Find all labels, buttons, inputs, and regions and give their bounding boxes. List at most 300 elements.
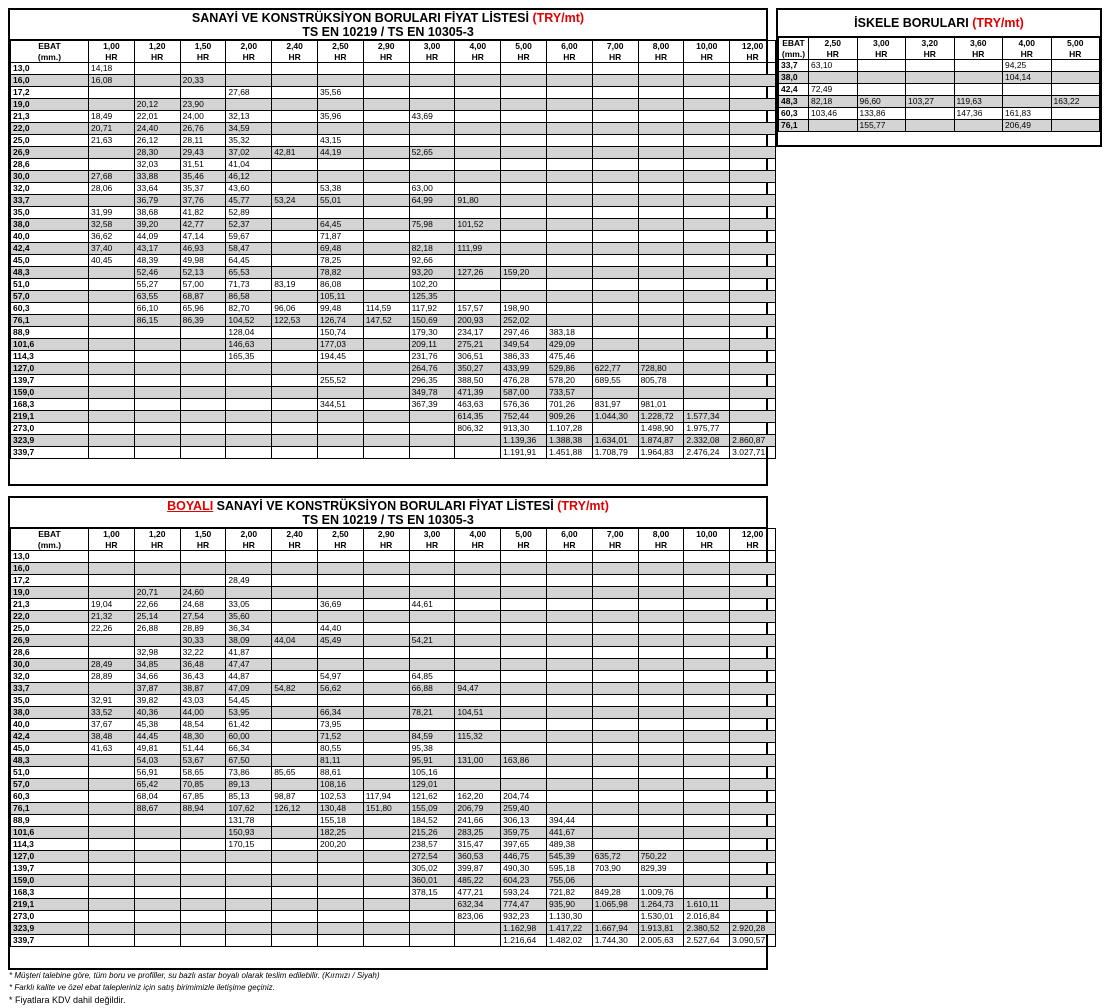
- price-cell: 360,01: [409, 875, 455, 887]
- price-cell: [638, 327, 684, 339]
- price-cell: [592, 291, 638, 303]
- price-cell: 238,57: [409, 839, 455, 851]
- price-cell: [730, 815, 776, 827]
- price-cell: [455, 635, 501, 647]
- price-cell: [272, 731, 318, 743]
- table-row: [11, 635, 776, 647]
- price-cell: [134, 839, 180, 851]
- ebat-cell: 30,0: [11, 171, 89, 183]
- hr-label: HR: [288, 539, 301, 550]
- price-cell: 104,51: [455, 707, 501, 719]
- price-cell: [638, 135, 684, 147]
- price-cell: [226, 923, 272, 935]
- price-cell: 38,48: [89, 731, 135, 743]
- price-cell: [501, 243, 547, 255]
- price-cell: [134, 935, 180, 947]
- thickness-header: [363, 529, 409, 551]
- price-cell: [317, 159, 363, 171]
- price-cell: 117,92: [409, 303, 455, 315]
- price-cell: 33,52: [89, 707, 135, 719]
- thickness-value: 8,00: [652, 41, 670, 51]
- price-cell: [363, 219, 409, 231]
- table-row: [11, 363, 776, 375]
- price-cell: 71,52: [317, 731, 363, 743]
- price-cell: [363, 99, 409, 111]
- price-cell: 44,45: [134, 731, 180, 743]
- price-cell: [546, 243, 592, 255]
- price-cell: [317, 171, 363, 183]
- price-cell: [363, 411, 409, 423]
- price-cell: [317, 863, 363, 875]
- ebat-cell: 30,0: [11, 659, 89, 671]
- price-cell: [180, 815, 226, 827]
- price-cell: [501, 291, 547, 303]
- price-cell: [638, 719, 684, 731]
- price-cell: [89, 827, 135, 839]
- price-cell: [226, 387, 272, 399]
- price-cell: [730, 635, 776, 647]
- price-cell: [226, 911, 272, 923]
- ebat-cell: 38,0: [11, 707, 89, 719]
- price-cell: 37,67: [89, 719, 135, 731]
- price-cell: 96,60: [857, 96, 906, 108]
- price-cell: [226, 363, 272, 375]
- price-cell: 127,26: [455, 267, 501, 279]
- header-row: [11, 41, 776, 63]
- price-cell: [363, 87, 409, 99]
- price-cell: [89, 279, 135, 291]
- ebat-cell: 17,2: [11, 575, 89, 587]
- price-cell: 78,21: [409, 707, 455, 719]
- price-cell: [409, 647, 455, 659]
- price-cell: [134, 899, 180, 911]
- price-cell: 52,65: [409, 147, 455, 159]
- price-cell: [592, 659, 638, 671]
- table-row: [11, 707, 776, 719]
- price-cell: [134, 827, 180, 839]
- price-cell: 2.332,08: [684, 435, 730, 447]
- ebat-cell: 13,0: [11, 551, 89, 563]
- ebat-cell: 273,0: [11, 423, 89, 435]
- price-cell: [272, 611, 318, 623]
- price-cell: 78,25: [317, 255, 363, 267]
- price-cell: 36,43: [180, 671, 226, 683]
- hr-label: HR: [334, 51, 347, 62]
- thickness-header: [134, 41, 180, 63]
- price-cell: [501, 63, 547, 75]
- hr-label: HR: [471, 539, 484, 550]
- price-cell: [134, 447, 180, 459]
- table-row: [11, 255, 776, 267]
- price-cell: [546, 707, 592, 719]
- price-cell: [730, 659, 776, 671]
- price-cell: [684, 647, 730, 659]
- price-cell: [455, 719, 501, 731]
- price-cell: [317, 611, 363, 623]
- price-cell: [546, 291, 592, 303]
- price-cell: 45,38: [134, 719, 180, 731]
- thickness-header: [455, 529, 501, 551]
- price-cell: 476,28: [501, 375, 547, 387]
- table-row: [11, 827, 776, 839]
- hr-label: HR: [380, 51, 393, 62]
- price-cell: 935,90: [546, 899, 592, 911]
- price-cell: 397,65: [501, 839, 547, 851]
- title-unit: (TRY/mt): [532, 11, 585, 25]
- price-cell: 104,14: [1003, 72, 1052, 84]
- price-cell: 33,05: [226, 599, 272, 611]
- price-cell: [906, 60, 955, 72]
- price-cell: 85,13: [226, 791, 272, 803]
- title-painted: BOYALI: [167, 499, 214, 513]
- thickness-value: 12,00: [741, 41, 764, 51]
- price-cell: [134, 875, 180, 887]
- price-cell: 1.191,91: [501, 447, 547, 459]
- price-cell: [730, 351, 776, 363]
- price-cell: 35,96: [317, 111, 363, 123]
- table-row: [11, 899, 776, 911]
- price-cell: 349,54: [501, 339, 547, 351]
- price-cell: [730, 887, 776, 899]
- price-cell: [272, 599, 318, 611]
- price-cell: [89, 791, 135, 803]
- price-cell: [409, 575, 455, 587]
- price-cell: [501, 587, 547, 599]
- price-cell: [501, 171, 547, 183]
- price-cell: 25,14: [134, 611, 180, 623]
- price-cell: [638, 875, 684, 887]
- price-cell: [272, 435, 318, 447]
- price-cell: [857, 84, 906, 96]
- price-cell: 21,63: [89, 135, 135, 147]
- price-cell: 88,67: [134, 803, 180, 815]
- price-cell: [638, 827, 684, 839]
- price-cell: 65,53: [226, 267, 272, 279]
- price-cell: 275,21: [455, 339, 501, 351]
- price-list-table-painted: [8, 496, 768, 970]
- price-cell: 44,00: [180, 707, 226, 719]
- ebat-cell: 76,1: [11, 315, 89, 327]
- price-cell: [592, 99, 638, 111]
- title-standard: TS EN 10219 / TS EN 10305-3: [302, 25, 474, 39]
- thickness-header: [409, 41, 455, 63]
- price-cell: [592, 303, 638, 315]
- price-cell: [730, 827, 776, 839]
- price-cell: [89, 267, 135, 279]
- price-cell: [134, 87, 180, 99]
- ebat-cell: 114,3: [11, 351, 89, 363]
- price-cell: [89, 911, 135, 923]
- price-cell: [1051, 120, 1100, 132]
- price-cell: 475,46: [546, 351, 592, 363]
- price-cell: [455, 611, 501, 623]
- price-cell: [226, 423, 272, 435]
- price-cell: 35,37: [180, 183, 226, 195]
- table-row: [11, 159, 776, 171]
- price-cell: [89, 303, 135, 315]
- price-cell: [363, 839, 409, 851]
- price-cell: 85,65: [272, 767, 318, 779]
- hr-label: HR: [923, 48, 936, 59]
- ebat-cell: 159,0: [11, 875, 89, 887]
- title-standard: TS EN 10219 / TS EN 10305-3: [302, 513, 474, 527]
- thickness-header: [501, 529, 547, 551]
- price-cell: [546, 87, 592, 99]
- footnote: * Farklı kalite ve özel ebat talepleriniz için satış birimimizle iletişime geçiniz.: [9, 983, 275, 992]
- price-cell: 1.065,98: [592, 899, 638, 911]
- price-cell: [501, 551, 547, 563]
- price-cell: 55,01: [317, 195, 363, 207]
- price-cell: 31,99: [89, 207, 135, 219]
- price-cell: [89, 551, 135, 563]
- price-cell: [730, 363, 776, 375]
- price-cell: [592, 635, 638, 647]
- price-cell: 41,04: [226, 159, 272, 171]
- title-main: İSKELE BORULARI: [854, 16, 969, 30]
- price-cell: [363, 243, 409, 255]
- price-cell: [89, 411, 135, 423]
- table-row: [11, 839, 776, 851]
- price-cell: [638, 87, 684, 99]
- title-unit: (TRY/mt): [557, 499, 609, 513]
- price-cell: 58,65: [180, 767, 226, 779]
- price-cell: 30,33: [180, 635, 226, 647]
- price-cell: [501, 123, 547, 135]
- price-cell: [592, 755, 638, 767]
- price-cell: [363, 563, 409, 575]
- price-cell: [272, 183, 318, 195]
- price-cell: [409, 551, 455, 563]
- price-cell: [272, 743, 318, 755]
- price-cell: [272, 899, 318, 911]
- price-cell: [180, 563, 226, 575]
- price-cell: [317, 363, 363, 375]
- price-cell: [684, 827, 730, 839]
- price-cell: [730, 315, 776, 327]
- price-cell: [638, 231, 684, 243]
- ebat-cell: 32,0: [11, 183, 89, 195]
- ebat-cell: 16,0: [11, 563, 89, 575]
- price-cell: [1003, 96, 1052, 108]
- price-cell: 56,91: [134, 767, 180, 779]
- ebat-cell: 25,0: [11, 623, 89, 635]
- price-cell: 433,99: [501, 363, 547, 375]
- price-cell: 52,13: [180, 267, 226, 279]
- price-cell: 57,00: [180, 279, 226, 291]
- price-cell: [272, 623, 318, 635]
- price-cell: [89, 935, 135, 947]
- price-cell: [89, 803, 135, 815]
- price-cell: 24,00: [180, 111, 226, 123]
- price-cell: [592, 695, 638, 707]
- price-grid: [778, 37, 1100, 132]
- price-cell: [134, 363, 180, 375]
- table-row: [11, 887, 776, 899]
- table-row: [11, 327, 776, 339]
- price-cell: 73,95: [317, 719, 363, 731]
- price-cell: [730, 743, 776, 755]
- thickness-header: [546, 41, 592, 63]
- price-cell: [89, 899, 135, 911]
- ebat-cell: 60,3: [11, 791, 89, 803]
- price-cell: 102,53: [317, 791, 363, 803]
- price-cell: [317, 75, 363, 87]
- price-cell: [272, 291, 318, 303]
- thickness-header: [730, 529, 776, 551]
- table-row: [11, 243, 776, 255]
- price-cell: 1.107,28: [546, 423, 592, 435]
- price-cell: [317, 695, 363, 707]
- price-cell: [730, 291, 776, 303]
- price-cell: 593,24: [501, 887, 547, 899]
- price-cell: [546, 731, 592, 743]
- price-cell: 45,77: [226, 195, 272, 207]
- price-cell: [363, 767, 409, 779]
- ebat-cell: 48,3: [779, 96, 809, 108]
- price-cell: [638, 123, 684, 135]
- price-cell: 28,11: [180, 135, 226, 147]
- table-row: [11, 423, 776, 435]
- price-cell: [546, 171, 592, 183]
- table-row: [11, 659, 776, 671]
- price-cell: [317, 99, 363, 111]
- thickness-header: [1051, 38, 1100, 60]
- price-cell: [684, 815, 730, 827]
- price-cell: [592, 575, 638, 587]
- price-cell: [409, 611, 455, 623]
- price-cell: [409, 423, 455, 435]
- price-cell: [684, 695, 730, 707]
- price-cell: [363, 659, 409, 671]
- price-cell: [134, 563, 180, 575]
- price-cell: 43,69: [409, 111, 455, 123]
- ebat-cell: 88,9: [11, 327, 89, 339]
- price-cell: [363, 135, 409, 147]
- price-cell: [272, 911, 318, 923]
- price-cell: [592, 779, 638, 791]
- price-cell: [684, 75, 730, 87]
- price-cell: [684, 659, 730, 671]
- price-cell: 44,61: [409, 599, 455, 611]
- price-cell: [684, 863, 730, 875]
- price-cell: 131,00: [455, 755, 501, 767]
- ebat-cell: 339,7: [11, 447, 89, 459]
- price-cell: 806,32: [455, 423, 501, 435]
- ebat-cell: 13,0: [11, 63, 89, 75]
- price-cell: [592, 423, 638, 435]
- table-row: [11, 575, 776, 587]
- thickness-header: [684, 529, 730, 551]
- price-cell: [1051, 72, 1100, 84]
- price-cell: [1003, 84, 1052, 96]
- price-cell: 18,49: [89, 111, 135, 123]
- ebat-cell: 45,0: [11, 255, 89, 267]
- table-row: [11, 935, 776, 947]
- table-row: [11, 875, 776, 887]
- price-cell: [592, 599, 638, 611]
- price-cell: 909,26: [546, 411, 592, 423]
- price-cell: [501, 87, 547, 99]
- price-cell: [1051, 84, 1100, 96]
- ebat-cell: 25,0: [11, 135, 89, 147]
- price-cell: [592, 647, 638, 659]
- table-row: [11, 375, 776, 387]
- thickness-header: [592, 529, 638, 551]
- price-cell: [272, 659, 318, 671]
- price-cell: 306,51: [455, 351, 501, 363]
- price-cell: 44,87: [226, 671, 272, 683]
- table-title: [778, 10, 1100, 37]
- table-row: [11, 63, 776, 75]
- price-cell: 429,09: [546, 339, 592, 351]
- price-cell: 463,63: [455, 399, 501, 411]
- price-cell: [546, 791, 592, 803]
- table-row: [11, 147, 776, 159]
- ebat-cell: 127,0: [11, 851, 89, 863]
- price-cell: 32,03: [134, 159, 180, 171]
- price-cell: [684, 303, 730, 315]
- price-cell: [730, 99, 776, 111]
- price-cell: [89, 447, 135, 459]
- price-cell: 2.476,24: [684, 447, 730, 459]
- price-cell: [363, 623, 409, 635]
- thickness-value: 5,00: [515, 41, 532, 51]
- price-cell: [89, 887, 135, 899]
- price-cell: [730, 683, 776, 695]
- price-cell: 38,09: [226, 635, 272, 647]
- price-cell: 125,35: [409, 291, 455, 303]
- price-cell: [592, 219, 638, 231]
- thickness-value: 3,20: [921, 38, 939, 48]
- hr-label: HR: [288, 51, 301, 62]
- price-cell: [226, 935, 272, 947]
- table-row: [11, 447, 776, 459]
- price-cell: [363, 935, 409, 947]
- ebat-cell: 159,0: [11, 387, 89, 399]
- price-cell: 28,89: [180, 623, 226, 635]
- price-cell: [363, 75, 409, 87]
- price-cell: [272, 887, 318, 899]
- ebat-cell: 139,7: [11, 863, 89, 875]
- price-cell: 42,77: [180, 219, 226, 231]
- price-cell: [638, 147, 684, 159]
- price-cell: [180, 899, 226, 911]
- table-row: [11, 219, 776, 231]
- price-cell: 360,53: [455, 851, 501, 863]
- price-cell: [409, 447, 455, 459]
- price-cell: [684, 123, 730, 135]
- price-cell: [226, 99, 272, 111]
- price-cell: 21,32: [89, 611, 135, 623]
- price-cell: [180, 935, 226, 947]
- price-cell: 28,30: [134, 147, 180, 159]
- price-cell: 24,68: [180, 599, 226, 611]
- ebat-header: [11, 529, 89, 551]
- price-cell: 63,00: [409, 183, 455, 195]
- price-cell: [89, 327, 135, 339]
- price-cell: 37,02: [226, 147, 272, 159]
- price-cell: 42,81: [272, 147, 318, 159]
- price-cell: [684, 575, 730, 587]
- price-cell: 35,32: [226, 135, 272, 147]
- price-cell: [363, 851, 409, 863]
- price-cell: [501, 219, 547, 231]
- hr-label: HR: [517, 539, 530, 550]
- price-cell: 46,12: [226, 171, 272, 183]
- price-cell: [592, 243, 638, 255]
- price-cell: [638, 255, 684, 267]
- ebat-cell: 17,2: [11, 87, 89, 99]
